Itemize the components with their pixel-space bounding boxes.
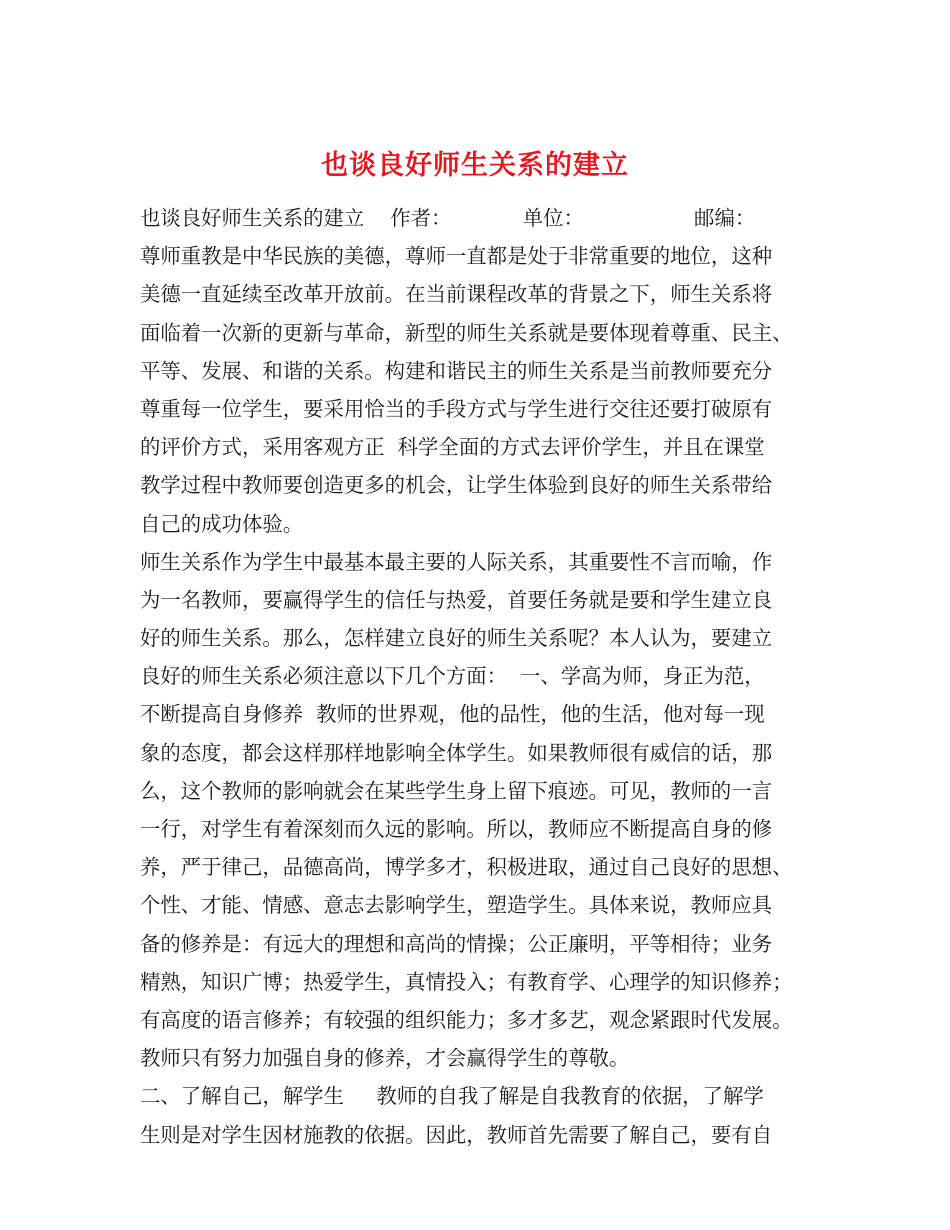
text-line: 养，严于律己，品德高尚，博学多才，积极进取，通过自己良好的思想、 [140,855,793,880]
text-line: 生则是对学生因材施教的依据。因此，教师首先需要了解自己，要有自 [140,1122,773,1147]
text-line: 教学过程中教师要创造更多的机会，让学生体验到良好的师生关系带给 [140,473,773,498]
text-line: 面临着一次新的更新与革命，新型的师生关系就是要体现着尊重、民主、 [140,320,793,345]
text-line: 平等、发展、和谐的关系。构建和谐民主的师生关系是当前教师要充分 [140,358,773,383]
text-line: 师生关系作为学生中最基本最主要的人际关系，其重要性不言而喻，作 [140,549,773,574]
text-line: 尊重每一位学生，要采用恰当的手段方式与学生进行交往还要打破原有 [140,396,773,421]
text-line: 个性、才能、情感、意志去影响学生，塑造学生。具体来说，教师应具 [140,893,773,918]
text-line: 良好的师生关系必须注意以下几个方面： 一、学高为师，身正为范， [140,664,765,689]
text-line: 也谈良好师生关系的建立 作者： 单位： 邮编： [140,206,756,230]
text-line: 自己的成功体验。 [140,511,304,536]
text-line: 不断提高自身修养 教师的世界观，他的品性，他的生活，他对每一现 [140,702,765,727]
text-line: 美德一直延续至改革开放前。在当前课程改革的背景之下，师生关系将 [140,282,773,307]
text-line: 的评价方式，采用客观方正 科学全面的方式去评价学生，并且在课堂 [140,435,765,460]
text-line: 为一名教师，要赢得学生的信任与热爱，首要任务就是要和学生建立良 [140,587,773,612]
text-line: 教师只有努力加强自身的修养，才会赢得学生的尊敬。 [140,1046,630,1071]
document-body [140,199,824,1154]
text-line: 好的师生关系。那么，怎样建立良好的师生关系呢？本人认为，要建立 [140,626,773,651]
text-line: 尊师重教是中华民族的美德，尊师一直都是处于非常重要的地位，这种 [140,244,773,269]
text-line: 象的态度，都会这样那样地影响全体学生。如果教师很有威信的话，那 [140,740,773,765]
text-line: 一行，对学生有着深刻而久远的影响。所以，教师应不断提高自身的修 [140,817,773,841]
text-line: 二、了解自己，解学生 教师的自我了解是自我教育的依据，了解学 [140,1084,764,1109]
text-line: 备的修养是：有远大的理想和高尚的情操；公正廉明，平等相待；业务 [140,931,773,956]
text-line: 精熟，知识广博；热爱学生，真情投入；有教育学、心理学的知识修养； [140,969,793,994]
document-title: 也谈良好师生关系的建立 [321,150,629,182]
text-line: 么，这个教师的影响就会在某些学生身上留下痕迹。可见，教师的一言 [140,778,773,803]
text-line: 有高度的语言修养；有较强的组织能力；多才多艺，观念紧跟时代发展。 [140,1007,793,1032]
